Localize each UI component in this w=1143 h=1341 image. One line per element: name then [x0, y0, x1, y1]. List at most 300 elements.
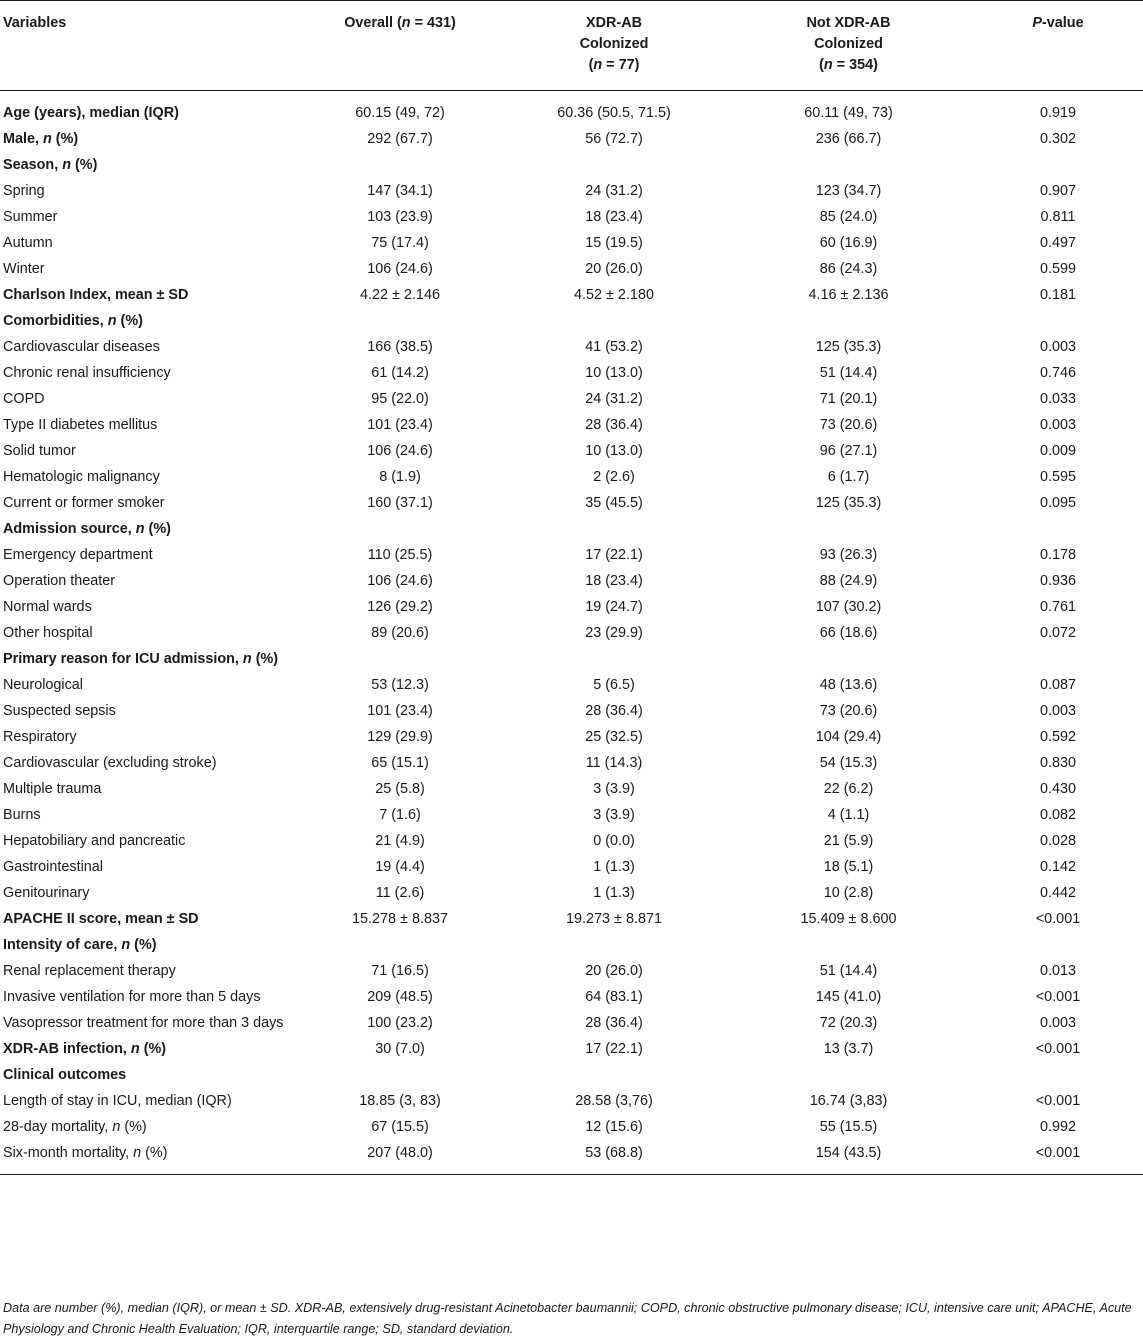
cell-p-value: <0.001	[1035, 989, 1081, 1005]
cell-not-xdr-colonized: 125 (35.3)	[815, 339, 882, 355]
table-row	[0, 881, 1143, 907]
cell-not-xdr-colonized	[724, 309, 973, 335]
cell-overall: 147 (34.1)	[367, 183, 433, 199]
cell-p-value: 0.442	[1039, 885, 1076, 901]
row-label-text: Type II diabetes mellitus	[3, 417, 158, 433]
table-body	[0, 91, 1143, 1175]
cell-xdr-colonized: 17 (22.1)	[585, 1041, 643, 1057]
table-row	[0, 699, 1143, 725]
cell-xdr-colonized	[504, 517, 724, 543]
row-label-text: Genitourinary	[3, 885, 90, 901]
row-label	[0, 257, 296, 283]
row-label-tail: (%)	[130, 937, 157, 953]
cell-not-xdr-colonized: 88 (24.9)	[819, 573, 878, 589]
cell-xdr-colonized: 4.52 ± 2.180	[574, 287, 654, 303]
cell-overall: 60.15 (49, 72)	[355, 105, 445, 121]
cell-p-value: 0.033	[1039, 391, 1076, 407]
cell-p-value: 0.142	[1039, 859, 1076, 875]
row-label-tail: (%)	[144, 521, 171, 537]
cell-overall	[296, 153, 504, 179]
row-label-n: n	[62, 157, 71, 173]
cell-not-xdr-colonized: 22 (6.2)	[823, 781, 874, 797]
cell-overall: 106 (24.6)	[367, 443, 433, 459]
cell-xdr-colonized: 28.58 (3,76)	[575, 1093, 653, 1109]
cell-xdr-colonized: 15 (19.5)	[585, 235, 643, 251]
cell-not-xdr-colonized: 60.11 (49, 73)	[804, 105, 893, 121]
row-label-text: Season,	[3, 157, 63, 173]
row-label	[0, 595, 296, 621]
cell-overall: 67 (15.5)	[371, 1119, 429, 1135]
row-label	[0, 1141, 296, 1175]
cell-not-xdr-colonized: 107 (30.2)	[815, 599, 882, 615]
row-label-text: Cardiovascular diseases	[3, 339, 160, 355]
row-label-text: Respiratory	[3, 729, 77, 745]
cell-overall: 129 (29.9)	[367, 729, 433, 745]
row-label	[0, 335, 296, 361]
row-label	[0, 387, 296, 413]
row-label	[0, 283, 296, 309]
cell-xdr-colonized: 1 (1.3)	[593, 859, 635, 875]
cell-xdr-colonized: 28 (36.4)	[585, 1015, 643, 1031]
table-header	[0, 1, 1143, 91]
cell-p-value	[973, 933, 1143, 959]
row-label	[0, 465, 296, 491]
row-label-tail: (%)	[139, 1041, 167, 1057]
cell-overall: 166 (38.5)	[367, 339, 433, 355]
row-label	[0, 647, 296, 673]
cell-xdr-colonized: 25 (32.5)	[585, 729, 643, 745]
cell-p-value: 0.761	[1039, 599, 1076, 615]
cell-p-value: 0.497	[1039, 235, 1076, 251]
cell-p-value	[973, 153, 1143, 179]
row-label	[0, 621, 296, 647]
cell-xdr-colonized: 17 (22.1)	[585, 547, 643, 563]
table-row	[0, 91, 1143, 127]
cell-xdr-colonized: 10 (13.0)	[585, 365, 643, 381]
table-row	[0, 1037, 1143, 1063]
table-row	[0, 829, 1143, 855]
cell-p-value: 0.178	[1039, 547, 1076, 563]
cell-p-value	[973, 309, 1143, 335]
cell-xdr-colonized: 35 (45.5)	[585, 495, 643, 511]
cell-p-value: 0.599	[1039, 261, 1076, 277]
cell-p-value	[973, 517, 1143, 543]
header-overall-n: n	[401, 15, 411, 31]
cell-not-xdr-colonized: 15.409 ± 8.600	[800, 911, 897, 927]
cell-overall: 100 (23.2)	[367, 1015, 433, 1031]
cell-p-value: 0.992	[1039, 1119, 1076, 1135]
row-label-text: Primary reason for ICU admission,	[3, 651, 243, 667]
cell-overall: 18.85 (3, 83)	[359, 1093, 441, 1109]
row-label-text: Winter	[3, 261, 45, 277]
row-label-text: Spring	[3, 183, 45, 199]
cell-overall: 95 (22.0)	[371, 391, 429, 407]
row-label	[0, 543, 296, 569]
cell-overall: 106 (24.6)	[367, 261, 433, 277]
cell-xdr-colonized: 11 (14.3)	[585, 755, 643, 771]
cell-overall: 7 (1.6)	[379, 807, 421, 823]
cell-not-xdr-colonized: 54 (15.3)	[819, 755, 878, 771]
row-label-text: Charlson Index, mean ± SD	[3, 287, 189, 303]
row-label	[0, 881, 296, 907]
cell-not-xdr-colonized: 51 (14.4)	[819, 963, 878, 979]
row-label	[0, 985, 296, 1011]
cell-not-xdr-colonized: 86 (24.3)	[819, 261, 878, 277]
cell-xdr-colonized: 19.273 ± 8.871	[566, 911, 662, 927]
cell-not-xdr-colonized: 154 (43.5)	[724, 1141, 973, 1175]
cell-overall	[296, 647, 504, 673]
cell-overall: 61 (14.2)	[371, 365, 429, 381]
cell-not-xdr-colonized	[724, 153, 973, 179]
cell-p-value: 0.919	[1039, 105, 1076, 121]
row-label-text: Vasopressor treatment for more than 3 days	[3, 1015, 284, 1031]
cell-xdr-colonized: 24 (31.2)	[585, 391, 643, 407]
table-row	[0, 855, 1143, 881]
cell-overall: 207 (48.0)	[296, 1141, 504, 1175]
row-label-text: Invasive ventilation for more than 5 days	[3, 989, 261, 1005]
row-label	[0, 777, 296, 803]
cell-overall: 110 (25.5)	[367, 547, 433, 563]
row-label-text: Operation theater	[3, 573, 115, 589]
cell-overall	[296, 933, 504, 959]
row-label	[0, 1011, 296, 1037]
row-label-text: Autumn	[3, 235, 53, 251]
cell-p-value: 0.430	[1039, 781, 1076, 797]
table-row	[0, 673, 1143, 699]
row-label-text: Clinical outcomes	[3, 1067, 127, 1083]
cell-xdr-colonized: 3 (3.9)	[593, 807, 635, 823]
table-row	[0, 205, 1143, 231]
row-label-text: COPD	[3, 391, 45, 407]
table-row	[0, 959, 1143, 985]
row-label	[0, 153, 296, 179]
header-notxdr-line1: Not XDR-AB	[806, 15, 891, 31]
cell-p-value: 0.746	[1039, 365, 1076, 381]
cell-not-xdr-colonized: 48 (13.6)	[819, 677, 878, 693]
row-label-text: Burns	[3, 807, 41, 823]
row-label-text: APACHE II score, mean ± SD	[3, 911, 199, 927]
table-row	[0, 257, 1143, 283]
cell-not-xdr-colonized: 93 (26.3)	[819, 547, 878, 563]
cell-overall: 21 (4.9)	[375, 833, 425, 849]
cell-p-value: 0.907	[1039, 183, 1076, 199]
cell-overall: 8 (1.9)	[379, 469, 421, 485]
row-label	[0, 1115, 296, 1141]
table-row	[0, 595, 1143, 621]
row-label-text: Length of stay in ICU, median (IQR)	[3, 1093, 232, 1109]
cell-overall: 15.278 ± 8.837	[352, 911, 448, 927]
row-label-text: Suspected sepsis	[3, 703, 116, 719]
header-variables	[0, 1, 296, 91]
cell-p-value: 0.003	[1039, 339, 1076, 355]
cell-overall: 101 (23.4)	[367, 703, 433, 719]
cell-p-value: <0.001	[973, 1141, 1143, 1175]
cell-xdr-colonized: 20 (26.0)	[585, 963, 643, 979]
header-not-xdr-colonized	[724, 1, 973, 91]
table-row	[0, 153, 1143, 179]
cell-not-xdr-colonized: 123 (34.7)	[815, 183, 882, 199]
table-row	[0, 491, 1143, 517]
cell-p-value: 0.811	[1040, 209, 1076, 225]
cell-p-value: 0.082	[1039, 807, 1076, 823]
row-label-text: Comorbidities,	[3, 313, 108, 329]
cell-overall	[296, 309, 504, 335]
row-label	[0, 855, 296, 881]
cell-xdr-colonized: 23 (29.9)	[585, 625, 643, 641]
row-label-text: Multiple trauma	[3, 781, 102, 797]
row-label	[0, 91, 296, 127]
cell-not-xdr-colonized: 13 (3.7)	[823, 1041, 874, 1057]
cell-overall: 101 (23.4)	[367, 417, 433, 433]
row-label-n: n	[121, 937, 131, 953]
cell-overall	[296, 517, 504, 543]
row-label-text: 28-day mortality,	[3, 1119, 113, 1135]
cell-xdr-colonized	[504, 1063, 724, 1089]
row-label	[0, 361, 296, 387]
header-p-tail: -value	[1042, 15, 1084, 31]
header-notxdr-open: (	[819, 57, 824, 73]
row-label	[0, 673, 296, 699]
cell-not-xdr-colonized: 4.16 ± 2.136	[808, 287, 889, 303]
cell-overall	[296, 1063, 504, 1089]
cell-not-xdr-colonized: 18 (5.1)	[823, 859, 874, 875]
table-row	[0, 647, 1143, 673]
row-label-text: XDR-AB infection,	[3, 1041, 131, 1057]
table-row	[0, 1141, 1143, 1175]
row-label-tail: (%)	[51, 131, 79, 147]
row-label	[0, 1089, 296, 1115]
header-xdr-line1: XDR-AB	[586, 15, 642, 31]
cell-p-value: 0.936	[1039, 573, 1076, 589]
table-row	[0, 231, 1143, 257]
cell-p-value: 0.013	[1039, 963, 1076, 979]
cell-xdr-colonized: 56 (72.7)	[585, 131, 643, 147]
row-label-n: n	[107, 313, 117, 329]
row-label	[0, 1037, 296, 1063]
cell-xdr-colonized: 5 (6.5)	[593, 677, 635, 693]
cell-xdr-colonized: 41 (53.2)	[585, 339, 643, 355]
cell-xdr-colonized: 19 (24.7)	[585, 599, 643, 615]
row-label	[0, 933, 296, 959]
cell-p-value	[973, 1063, 1143, 1089]
row-label-text: Hematologic malignancy	[3, 469, 160, 485]
row-label	[0, 725, 296, 751]
cell-not-xdr-colonized: 96 (27.1)	[819, 443, 878, 459]
cell-overall: 160 (37.1)	[367, 495, 433, 511]
cell-xdr-colonized: 2 (2.6)	[593, 469, 635, 485]
cell-p-value: 0.095	[1039, 495, 1076, 511]
cell-xdr-colonized: 28 (36.4)	[585, 417, 643, 433]
table-row	[0, 933, 1143, 959]
cell-xdr-colonized	[504, 647, 724, 673]
row-label-n: n	[43, 131, 52, 147]
cell-not-xdr-colonized: 21 (5.9)	[823, 833, 874, 849]
cell-p-value: <0.001	[1035, 1041, 1081, 1057]
header-xdr-colonized	[504, 1, 724, 91]
cell-not-xdr-colonized	[724, 517, 973, 543]
cell-not-xdr-colonized: 145 (41.0)	[815, 989, 882, 1005]
header-notxdr-count: = 354)	[832, 57, 878, 73]
cell-not-xdr-colonized: 72 (20.3)	[819, 1015, 878, 1031]
cell-xdr-colonized	[504, 309, 724, 335]
row-label-n: n	[242, 651, 252, 667]
cell-not-xdr-colonized: 66 (18.6)	[819, 625, 878, 641]
header-row	[0, 1, 1143, 91]
table-row	[0, 127, 1143, 153]
row-label-text: Solid tumor	[3, 443, 76, 459]
table-row	[0, 725, 1143, 751]
row-label	[0, 569, 296, 595]
cell-p-value: 0.592	[1039, 729, 1076, 745]
cell-p-value: <0.001	[1035, 911, 1081, 927]
cell-xdr-colonized: 60.36 (50.5, 71.5)	[557, 105, 671, 121]
table-row	[0, 283, 1143, 309]
table-row	[0, 439, 1143, 465]
cell-xdr-colonized: 0 (0.0)	[593, 833, 635, 849]
table-row	[0, 1089, 1143, 1115]
cell-overall: 11 (2.6)	[375, 885, 425, 901]
row-label	[0, 751, 296, 777]
cell-p-value: 0.003	[1039, 1015, 1076, 1031]
cell-p-value: 0.595	[1039, 469, 1076, 485]
cell-xdr-colonized: 18 (23.4)	[585, 209, 643, 225]
cell-not-xdr-colonized: 125 (35.3)	[815, 495, 882, 511]
table-row	[0, 179, 1143, 205]
header-notxdr-n: n	[823, 57, 833, 73]
cell-xdr-colonized: 64 (83.1)	[585, 989, 643, 1005]
row-label-text: Other hospital	[3, 625, 93, 641]
header-overall-text: Overall (	[344, 15, 402, 31]
cell-overall: 292 (67.7)	[367, 131, 433, 147]
row-label	[0, 179, 296, 205]
cell-overall: 75 (17.4)	[371, 235, 429, 251]
row-label-text: Current or former smoker	[3, 495, 165, 511]
table-row	[0, 413, 1143, 439]
table-row	[0, 907, 1143, 933]
cell-p-value: 0.087	[1039, 677, 1076, 693]
cell-not-xdr-colonized: 104 (29.4)	[815, 729, 882, 745]
cell-p-value: <0.001	[1035, 1093, 1081, 1109]
cell-not-xdr-colonized: 55 (15.5)	[819, 1119, 878, 1135]
row-label	[0, 959, 296, 985]
cell-overall: 209 (48.5)	[367, 989, 433, 1005]
row-label-text: Gastrointestinal	[3, 859, 103, 875]
row-label	[0, 413, 296, 439]
table-footnote: Data are number (%), median (IQR), or mean ± SD. XDR-AB, extensively drug-resistant Acinetobacter baumannii; COPD, chronic obstructive pulmonary disease; ICU, intensive care unit; APACHE, Acute Physiology and Chronic Health Evaluation; IQR, interquartile range; SD, standard deviation.	[3, 1301, 1132, 1336]
row-label	[0, 699, 296, 725]
cell-xdr-colonized: 28 (36.4)	[585, 703, 643, 719]
cell-not-xdr-colonized: 4 (1.1)	[827, 807, 870, 823]
row-label-text: Renal replacement therapy	[3, 963, 176, 979]
cell-overall: 126 (29.2)	[367, 599, 433, 615]
row-label-tail: (%)	[116, 313, 143, 329]
cell-xdr-colonized: 3 (3.9)	[593, 781, 635, 797]
table-row	[0, 387, 1143, 413]
row-label	[0, 907, 296, 933]
table-row	[0, 777, 1143, 803]
table-row	[0, 751, 1143, 777]
table-row	[0, 803, 1143, 829]
cell-not-xdr-colonized: 10 (2.8)	[823, 885, 874, 901]
table-row	[0, 1063, 1143, 1089]
cell-overall: 71 (16.5)	[371, 963, 429, 979]
row-label	[0, 829, 296, 855]
row-label-tail: (%)	[70, 157, 98, 173]
row-label-text: Cardiovascular (excluding stroke)	[3, 755, 217, 771]
table-row	[0, 621, 1143, 647]
table-row	[0, 1011, 1143, 1037]
cell-p-value: 0.003	[1039, 417, 1076, 433]
cell-not-xdr-colonized: 85 (24.0)	[819, 209, 878, 225]
row-label	[0, 491, 296, 517]
cell-overall: 19 (4.4)	[375, 859, 425, 875]
table-row	[0, 335, 1143, 361]
cell-not-xdr-colonized	[724, 1063, 973, 1089]
row-label	[0, 803, 296, 829]
header-p-value	[973, 1, 1143, 91]
table-row	[0, 465, 1143, 491]
header-overall-count: = 431)	[410, 15, 456, 31]
cell-p-value: 0.028	[1039, 833, 1076, 849]
row-label	[0, 127, 296, 153]
row-label-text: Normal wards	[3, 599, 92, 615]
header-xdr-line2: Colonized	[579, 36, 649, 52]
cell-xdr-colonized: 12 (15.6)	[585, 1119, 643, 1135]
cell-p-value: 0.830	[1039, 755, 1076, 771]
cell-overall: 103 (23.9)	[367, 209, 433, 225]
row-label	[0, 517, 296, 543]
cell-p-value: 0.072	[1039, 625, 1076, 641]
cell-overall: 89 (20.6)	[371, 625, 429, 641]
row-label-text: Male,	[3, 131, 43, 147]
cell-overall: 25 (5.8)	[375, 781, 425, 797]
table-row	[0, 543, 1143, 569]
table-row	[0, 361, 1143, 387]
cell-xdr-colonized: 1 (1.3)	[593, 885, 635, 901]
cell-not-xdr-colonized: 6 (1.7)	[827, 469, 870, 485]
cell-xdr-colonized: 18 (23.4)	[585, 573, 643, 589]
cell-not-xdr-colonized: 236 (66.7)	[815, 131, 882, 147]
header-p-letter: P	[1032, 15, 1042, 31]
cell-overall: 30 (7.0)	[375, 1041, 425, 1057]
header-xdr-count: = 77)	[602, 57, 640, 73]
table-row	[0, 1115, 1143, 1141]
row-label-text: Age (years), median (IQR)	[3, 105, 179, 121]
cell-not-xdr-colonized	[724, 933, 973, 959]
row-label-text: Chronic renal insufficiency	[3, 365, 171, 381]
row-label-text: Neurological	[3, 677, 83, 693]
cell-xdr-colonized: 10 (13.0)	[585, 443, 643, 459]
cell-p-value: 0.302	[1039, 131, 1076, 147]
cell-xdr-colonized: 20 (26.0)	[585, 261, 643, 277]
cell-overall: 106 (24.6)	[367, 573, 433, 589]
cell-not-xdr-colonized	[724, 647, 973, 673]
row-label	[0, 1063, 296, 1089]
row-label	[0, 205, 296, 231]
row-label-text: Intensity of care,	[3, 937, 122, 953]
cell-not-xdr-colonized: 71 (20.1)	[819, 391, 878, 407]
cell-not-xdr-colonized: 73 (20.6)	[819, 703, 878, 719]
table-row	[0, 517, 1143, 543]
row-label-text: Admission source,	[3, 521, 136, 537]
table-row	[0, 985, 1143, 1011]
cell-overall: 53 (12.3)	[371, 677, 429, 693]
header-xdr-open: (	[588, 57, 594, 73]
row-label-text: Summer	[3, 209, 58, 225]
header-overall	[296, 1, 504, 91]
row-label-tail: (%)	[141, 1145, 168, 1161]
row-label	[0, 231, 296, 257]
